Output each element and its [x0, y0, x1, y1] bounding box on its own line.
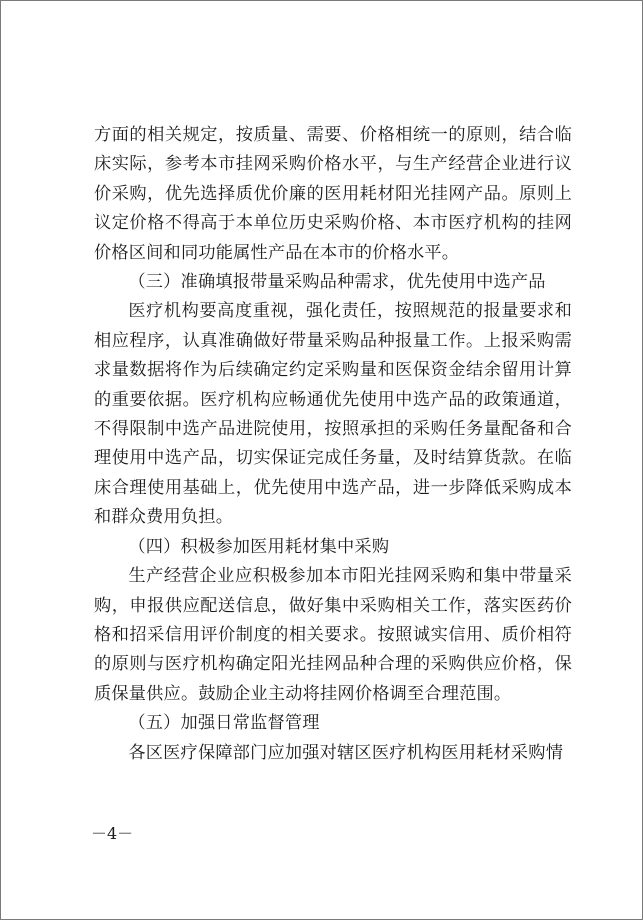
- paragraph-continuation: 方面的相关规定，按质量、需要、价格相统一的原则，结合临床实际，参考本市挂网采购价格水平，与生产经营企业进行议价采购，优先选择质优价廉的医用耗材阳光挂网产品。原则上议定价格不得高于本单位历史采购价格、本市医疗机构的挂网价格区间和同功能属性产品在本市的价格水平。: [94, 125, 572, 263]
- page-number: －4－: [91, 824, 134, 843]
- paragraph-section-4: 生产经营企业应积极参加本市阳光挂网采购和集中带量采购，申报供应配送信息，做好集中采购相关工作，落实医药价格和招采信用评价制度的相关要求。按照诚实信用、质价相符的原则与医疗机构确定阳光挂网品种合理的采购供应价格，保质保量供应。鼓励企业主动将挂网价格调至合理范围。: [94, 566, 572, 704]
- section-heading-5: （五）加强日常监督管理: [128, 713, 320, 734]
- paragraph-section-3: 医疗机构要高度重视，强化责任，按照规范的报量要求和相应程序，认真准确做好带量采购品种报量工作。上报采购需求量数据将作为后续确定约定采购量和医保资金结余留用计算的重要依据。医疗机构应畅通优先使用中选产品的政策通道，不得限制中选产品进院使用，按照承担的采购任务量配备和合理使用中选产品，切实保证完成任务量，及时结算货款。在临床合理使用基础上，优先使用中选产品，进一步降低采购成本和群众费用负担。: [94, 301, 572, 528]
- document-body: [94, 121, 572, 768]
- paragraph-section-5: 各区医疗保障部门应加强对辖区医疗机构医用耗材采购情: [128, 742, 564, 763]
- section-heading-4: （四）积极参加医用耗材集中采购: [128, 536, 390, 557]
- section-heading-3: （三）准确填报带量采购品种需求，优先使用中选产品: [128, 272, 546, 293]
